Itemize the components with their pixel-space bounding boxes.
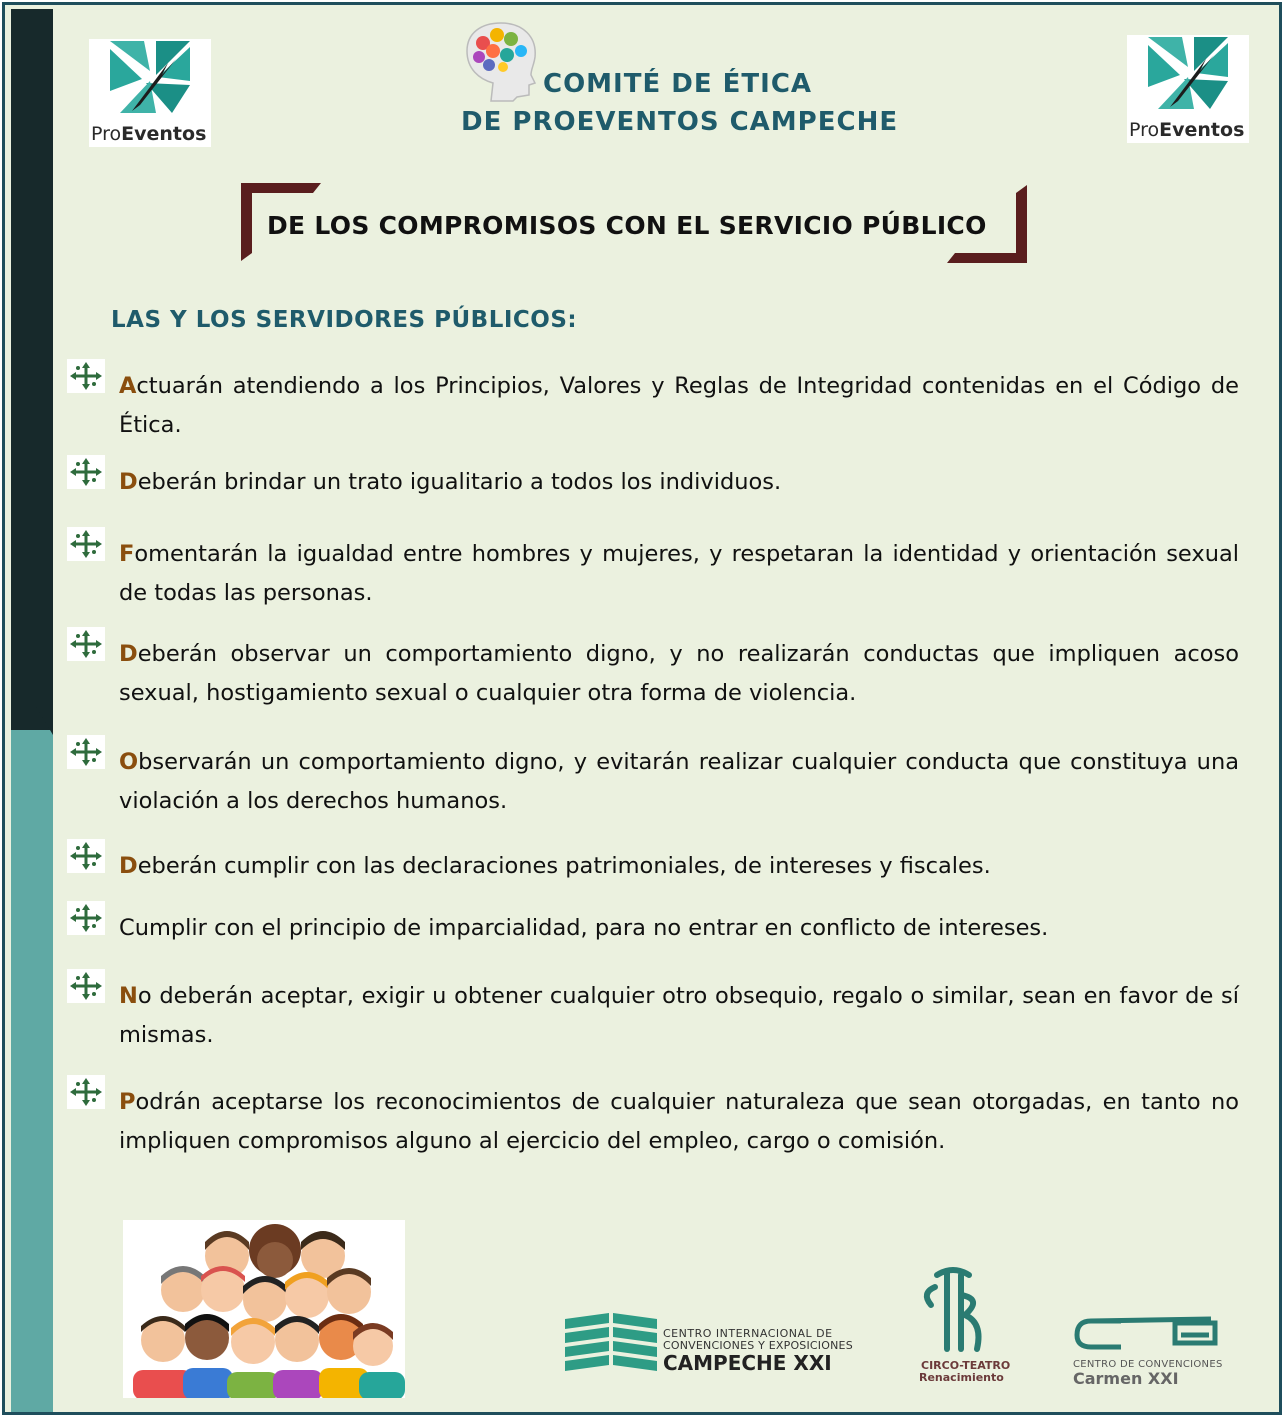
item-initial: D — [119, 641, 138, 667]
arrows-bullet-icon — [67, 455, 105, 489]
person-figure — [133, 1224, 405, 1398]
campeche-line2: CONVENCIONES Y EXPOSICIONES — [663, 1339, 853, 1352]
brain-head-icon — [461, 21, 541, 103]
side-band-notch — [35, 705, 53, 735]
brand-label-bold: Eventos — [121, 123, 207, 145]
item-initial: O — [119, 749, 139, 775]
item-initial: A — [119, 373, 137, 399]
list-item — [67, 527, 1239, 617]
arrows-bullet-icon — [67, 627, 105, 661]
list-item — [67, 839, 1239, 889]
arrows-bullet-icon — [67, 969, 105, 1003]
committee-title-line1: COMITÉ DE ÉTICA — [543, 69, 813, 99]
item-text: omentarán la igualdad entre hombres y mujeres, y respetaran la identidad y orientación sexual de todas las personas. — [119, 541, 1239, 606]
brand-label: ProEventos — [91, 123, 207, 145]
arrows-bullet-icon — [67, 359, 105, 393]
item-text: eberán observar un comportamiento digno, y no realizarán conductas que impliquen acoso sexual, hostigamiento sexual o cualquier otra forma de violencia. — [119, 641, 1239, 706]
carmen-line2: Carmen XXI — [1073, 1369, 1179, 1388]
item-text: eberán brindar un trato igualitario a todos los individuos. — [137, 469, 782, 495]
item-text: ctuarán atendiendo a los Principios, Valores y Reglas de Integridad contenidas en el Código de Ética. — [119, 373, 1239, 438]
proeventos-star-icon — [110, 41, 190, 113]
campeche-xxi-logo-icon — [565, 1313, 657, 1375]
list-item — [67, 901, 1239, 951]
proeventos-star-icon — [1148, 37, 1228, 109]
committee-title-line2: DE PROEVENTOS CAMPECHE — [461, 107, 899, 137]
circo-line2: Renacimiento — [919, 1371, 1004, 1384]
list-item — [67, 1075, 1239, 1203]
carmen-line1: CENTRO DE CONVENCIONES — [1073, 1359, 1223, 1370]
item-initial: N — [119, 983, 138, 1009]
carmen-xxi-logo-icon — [1071, 1313, 1221, 1357]
item-text: o deberán aceptar, exigir u obtener cualquier otro obsequio, regalo o similar, sean en favor de sí mismas. — [119, 983, 1239, 1048]
item-initial: D — [119, 853, 138, 879]
subtitle: LAS Y LOS SERVIDORES PÚBLICOS: — [111, 307, 578, 333]
circo-teatro-monogram-icon — [917, 1265, 991, 1357]
brand-label: ProEventos — [1129, 119, 1245, 141]
circo-line1: CIRCO-TEATRO — [921, 1359, 1011, 1372]
campeche-line1: CENTRO INTERNACIONAL DE — [663, 1327, 833, 1340]
campeche-line3: CAMPECHE XXI — [663, 1351, 832, 1375]
arrows-bullet-icon — [67, 527, 105, 561]
side-band-dark — [11, 9, 53, 744]
item-initial: D — [119, 469, 138, 495]
brand-label-bold: Eventos — [1159, 119, 1245, 141]
arrows-bullet-icon — [67, 735, 105, 769]
arrows-bullet-icon — [67, 901, 105, 935]
proeventos-logo-right — [1127, 35, 1249, 143]
list-item — [67, 735, 1239, 825]
item-text: odrán aceptarse los reconocimientos de cualquier naturaleza que sean otorgadas, en tanto no impliquen compromisos alguno al ejercicio del empleo, cargo o comisión. — [119, 1089, 1239, 1154]
item-initial: F — [119, 541, 135, 567]
arrows-bullet-icon — [67, 839, 105, 873]
arrows-bullet-icon — [67, 1075, 105, 1109]
item-text: eberán cumplir con las declaraciones patrimoniales, de intereses y fiscales. — [137, 853, 991, 879]
side-band-teal — [11, 730, 53, 1415]
people-illustration — [123, 1220, 405, 1398]
list-item — [67, 627, 1239, 717]
item-text: bservarán un comportamiento digno, y evitarán realizar cualquier conducta que constituya una violación a los derechos humanos. — [119, 749, 1239, 814]
item-text: Cumplir con el principio de imparcialidad, para no entrar en conflicto de intereses. — [119, 915, 1049, 941]
list-item — [67, 359, 1239, 449]
poster-page — [2, 2, 1282, 1415]
section-title: DE LOS COMPROMISOS CON EL SERVICIO PÚBLICO — [267, 211, 987, 240]
proeventos-logo-left — [89, 39, 211, 147]
list-item — [67, 969, 1239, 1059]
list-item — [67, 455, 1239, 505]
item-initial: P — [119, 1089, 136, 1115]
